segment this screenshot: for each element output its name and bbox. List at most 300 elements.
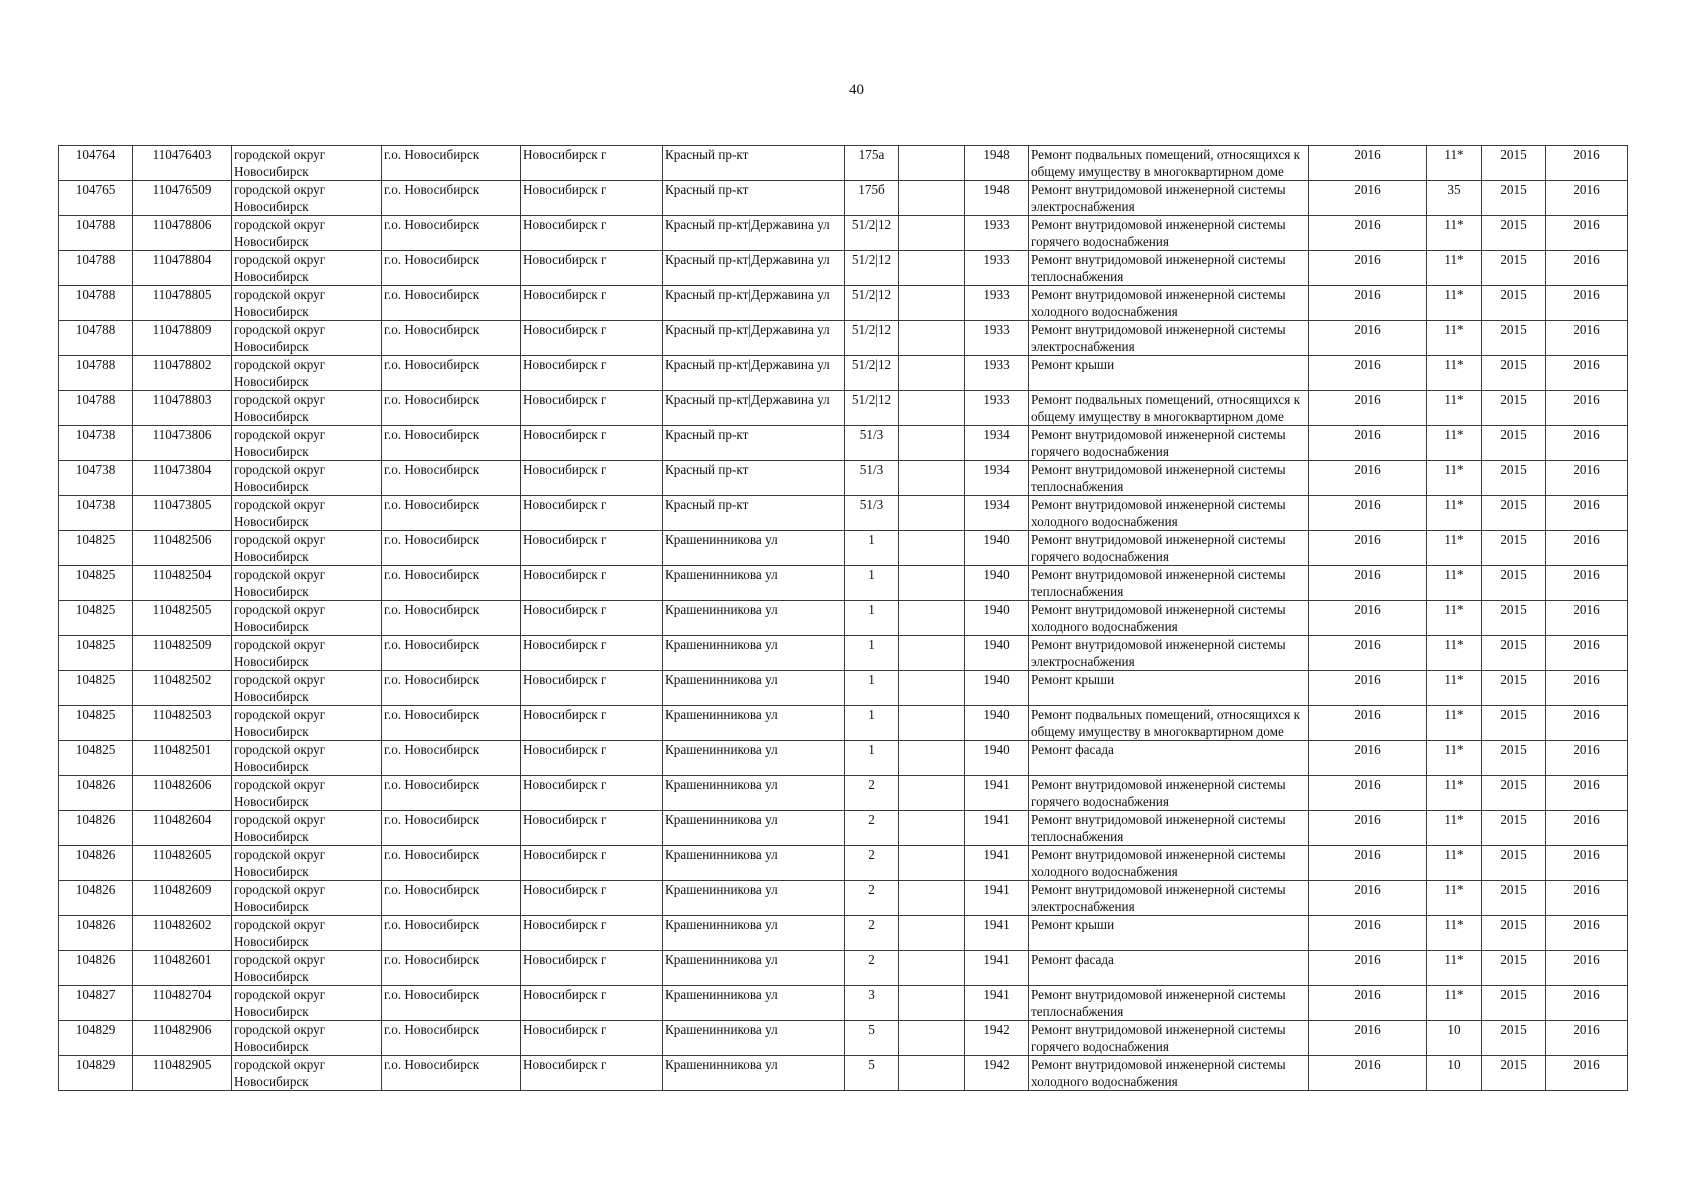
municipal-unit-cell: г.о. Новосибирск: [382, 426, 521, 461]
locality-cell: Новосибирск г: [521, 951, 663, 986]
page-number: 40: [849, 82, 864, 98]
street-cell: Крашенинникова ул: [663, 741, 845, 776]
work-type-cell: Ремонт фасада: [1029, 741, 1309, 776]
end-year-cell: 2016: [1546, 636, 1628, 671]
street-cell: Красный пр-кт: [663, 181, 845, 216]
built-year-cell: 1942: [965, 1056, 1029, 1091]
locality-cell: Новосибирск г: [521, 1056, 663, 1091]
street-cell: Крашенинникова ул: [663, 1021, 845, 1056]
street-cell: Красный пр-кт|Державина ул: [663, 216, 845, 251]
blank-cell-cell: [899, 881, 965, 916]
municipal-unit-cell: г.о. Новосибирск: [382, 286, 521, 321]
municipal-unit-cell: г.о. Новосибирск: [382, 741, 521, 776]
count-cell: 11*: [1427, 881, 1482, 916]
municipal-unit-cell: г.о. Новосибирск: [382, 566, 521, 601]
count-cell: 11*: [1427, 531, 1482, 566]
start-year-cell: 2015: [1482, 321, 1546, 356]
municipal-unit-cell: г.о. Новосибирск: [382, 216, 521, 251]
work-id-cell: 110478803: [133, 391, 232, 426]
end-year-cell: 2016: [1546, 251, 1628, 286]
plan-year-cell: 2016: [1309, 181, 1427, 216]
house-number-cell: 51/2|12: [845, 356, 899, 391]
work-id-cell: 110482704: [133, 986, 232, 1021]
record-id-cell: 104829: [59, 1056, 133, 1091]
end-year-cell: 2016: [1546, 181, 1628, 216]
work-type-cell: Ремонт внутридомовой инженерной системы теплоснабжения: [1029, 461, 1309, 496]
plan-year-cell: 2016: [1309, 531, 1427, 566]
locality-cell: Новосибирск г: [521, 1021, 663, 1056]
record-id-cell: 104825: [59, 636, 133, 671]
house-number-cell: 1: [845, 671, 899, 706]
end-year-cell: 2016: [1546, 461, 1628, 496]
built-year-cell: 1941: [965, 776, 1029, 811]
count-cell: 11*: [1427, 601, 1482, 636]
blank-cell-cell: [899, 566, 965, 601]
blank-cell-cell: [899, 916, 965, 951]
built-year-cell: 1948: [965, 181, 1029, 216]
built-year-cell: 1940: [965, 566, 1029, 601]
end-year-cell: 2016: [1546, 811, 1628, 846]
work-type-cell: Ремонт подвальных помещений, относящихся к общему имуществу в многоквартирном доме: [1029, 391, 1309, 426]
end-year-cell: 2016: [1546, 146, 1628, 181]
municipal-unit-cell: г.о. Новосибирск: [382, 531, 521, 566]
count-cell: 11*: [1427, 846, 1482, 881]
municipal-unit-cell: г.о. Новосибирск: [382, 671, 521, 706]
blank-cell-cell: [899, 321, 965, 356]
end-year-cell: 2016: [1546, 776, 1628, 811]
plan-year-cell: 2016: [1309, 321, 1427, 356]
count-cell: 11*: [1427, 251, 1482, 286]
count-cell: 11*: [1427, 671, 1482, 706]
municipality-cell: городской округ Новосибирск: [232, 286, 382, 321]
municipality-cell: городской округ Новосибирск: [232, 531, 382, 566]
work-type-cell: Ремонт крыши: [1029, 356, 1309, 391]
built-year-cell: 1933: [965, 216, 1029, 251]
municipality-cell: городской округ Новосибирск: [232, 811, 382, 846]
street-cell: Крашенинникова ул: [663, 636, 845, 671]
record-id-cell: 104826: [59, 776, 133, 811]
house-number-cell: 175б: [845, 181, 899, 216]
blank-cell-cell: [899, 706, 965, 741]
work-type-cell: Ремонт внутридомовой инженерной системы электроснабжения: [1029, 181, 1309, 216]
street-cell: Красный пр-кт: [663, 496, 845, 531]
house-number-cell: 2: [845, 916, 899, 951]
work-id-cell: 110482605: [133, 846, 232, 881]
plan-year-cell: 2016: [1309, 776, 1427, 811]
plan-year-cell: 2016: [1309, 741, 1427, 776]
street-cell: Красный пр-кт|Державина ул: [663, 251, 845, 286]
work-type-cell: Ремонт внутридомовой инженерной системы теплоснабжения: [1029, 986, 1309, 1021]
record-id-cell: 104765: [59, 181, 133, 216]
built-year-cell: 1940: [965, 671, 1029, 706]
municipality-cell: городской округ Новосибирск: [232, 461, 382, 496]
work-type-cell: Ремонт подвальных помещений, относящихся к общему имуществу в многоквартирном доме: [1029, 706, 1309, 741]
plan-year-cell: 2016: [1309, 426, 1427, 461]
house-number-cell: 1: [845, 531, 899, 566]
table-row: [59, 636, 1628, 671]
count-cell: 11*: [1427, 566, 1482, 601]
record-id-cell: 104829: [59, 1021, 133, 1056]
blank-cell-cell: [899, 671, 965, 706]
work-type-cell: Ремонт внутридомовой инженерной системы теплоснабжения: [1029, 251, 1309, 286]
house-number-cell: 2: [845, 846, 899, 881]
work-type-cell: Ремонт внутридомовой инженерной системы горячего водоснабжения: [1029, 531, 1309, 566]
plan-year-cell: 2016: [1309, 881, 1427, 916]
count-cell: 11*: [1427, 146, 1482, 181]
work-type-cell: Ремонт внутридомовой инженерной системы холодного водоснабжения: [1029, 496, 1309, 531]
street-cell: Крашенинникова ул: [663, 811, 845, 846]
street-cell: Красный пр-кт|Державина ул: [663, 286, 845, 321]
record-id-cell: 104825: [59, 601, 133, 636]
work-id-cell: 110482505: [133, 601, 232, 636]
built-year-cell: 1933: [965, 251, 1029, 286]
municipality-cell: городской округ Новосибирск: [232, 356, 382, 391]
table-row: [59, 601, 1628, 636]
table-row: [59, 461, 1628, 496]
locality-cell: Новосибирск г: [521, 391, 663, 426]
locality-cell: Новосибирск г: [521, 636, 663, 671]
house-number-cell: 1: [845, 741, 899, 776]
record-id-cell: 104788: [59, 391, 133, 426]
start-year-cell: 2015: [1482, 741, 1546, 776]
built-year-cell: 1941: [965, 986, 1029, 1021]
work-id-cell: 110478802: [133, 356, 232, 391]
work-id-cell: 110482601: [133, 951, 232, 986]
plan-year-cell: 2016: [1309, 1021, 1427, 1056]
street-cell: Крашенинникова ул: [663, 706, 845, 741]
count-cell: 11*: [1427, 706, 1482, 741]
locality-cell: Новосибирск г: [521, 916, 663, 951]
blank-cell-cell: [899, 636, 965, 671]
count-cell: 11*: [1427, 461, 1482, 496]
municipality-cell: городской округ Новосибирск: [232, 601, 382, 636]
locality-cell: Новосибирск г: [521, 251, 663, 286]
street-cell: Крашенинникова ул: [663, 916, 845, 951]
work-id-cell: 110482501: [133, 741, 232, 776]
built-year-cell: 1934: [965, 426, 1029, 461]
municipal-unit-cell: г.о. Новосибирск: [382, 986, 521, 1021]
municipal-unit-cell: г.о. Новосибирск: [382, 321, 521, 356]
municipality-cell: городской округ Новосибирск: [232, 741, 382, 776]
municipality-cell: городской округ Новосибирск: [232, 496, 382, 531]
count-cell: 11*: [1427, 216, 1482, 251]
table-row: [59, 286, 1628, 321]
table-row: [59, 706, 1628, 741]
street-cell: Красный пр-кт|Державина ул: [663, 321, 845, 356]
work-type-cell: Ремонт внутридомовой инженерной системы холодного водоснабжения: [1029, 1056, 1309, 1091]
start-year-cell: 2015: [1482, 776, 1546, 811]
street-cell: Красный пр-кт|Державина ул: [663, 391, 845, 426]
street-cell: Крашенинникова ул: [663, 1056, 845, 1091]
locality-cell: Новосибирск г: [521, 286, 663, 321]
plan-year-cell: 2016: [1309, 916, 1427, 951]
street-cell: Крашенинникова ул: [663, 951, 845, 986]
start-year-cell: 2015: [1482, 671, 1546, 706]
built-year-cell: 1941: [965, 846, 1029, 881]
end-year-cell: 2016: [1546, 286, 1628, 321]
start-year-cell: 2015: [1482, 846, 1546, 881]
start-year-cell: 2015: [1482, 951, 1546, 986]
street-cell: Красный пр-кт: [663, 461, 845, 496]
built-year-cell: 1940: [965, 531, 1029, 566]
house-number-cell: 51/3: [845, 426, 899, 461]
plan-year-cell: 2016: [1309, 216, 1427, 251]
work-type-cell: Ремонт внутридомовой инженерной системы теплоснабжения: [1029, 566, 1309, 601]
start-year-cell: 2015: [1482, 986, 1546, 1021]
work-id-cell: 110473804: [133, 461, 232, 496]
municipal-unit-cell: г.о. Новосибирск: [382, 601, 521, 636]
start-year-cell: 2015: [1482, 881, 1546, 916]
street-cell: Крашенинникова ул: [663, 601, 845, 636]
house-number-cell: 51/2|12: [845, 286, 899, 321]
work-id-cell: 110478806: [133, 216, 232, 251]
work-type-cell: Ремонт внутридомовой инженерной системы холодного водоснабжения: [1029, 846, 1309, 881]
work-type-cell: Ремонт внутридомовой инженерной системы холодного водоснабжения: [1029, 601, 1309, 636]
start-year-cell: 2015: [1482, 286, 1546, 321]
record-id-cell: 104788: [59, 216, 133, 251]
house-number-cell: 51/2|12: [845, 321, 899, 356]
municipality-cell: городской округ Новосибирск: [232, 181, 382, 216]
plan-year-cell: 2016: [1309, 356, 1427, 391]
end-year-cell: 2016: [1546, 321, 1628, 356]
work-id-cell: 110476509: [133, 181, 232, 216]
count-cell: 10: [1427, 1056, 1482, 1091]
municipality-cell: городской округ Новосибирск: [232, 776, 382, 811]
house-number-cell: 5: [845, 1056, 899, 1091]
blank-cell-cell: [899, 776, 965, 811]
record-id-cell: 104827: [59, 986, 133, 1021]
blank-cell-cell: [899, 181, 965, 216]
table-row: [59, 776, 1628, 811]
end-year-cell: 2016: [1546, 951, 1628, 986]
built-year-cell: 1941: [965, 951, 1029, 986]
work-type-cell: Ремонт внутридомовой инженерной системы холодного водоснабжения: [1029, 286, 1309, 321]
plan-year-cell: 2016: [1309, 391, 1427, 426]
built-year-cell: 1934: [965, 496, 1029, 531]
count-cell: 11*: [1427, 741, 1482, 776]
locality-cell: Новосибирск г: [521, 741, 663, 776]
work-id-cell: 110473806: [133, 426, 232, 461]
table-row: [59, 496, 1628, 531]
start-year-cell: 2015: [1482, 706, 1546, 741]
end-year-cell: 2016: [1546, 881, 1628, 916]
start-year-cell: 2015: [1482, 461, 1546, 496]
municipality-cell: городской округ Новосибирск: [232, 566, 382, 601]
table-row: [59, 951, 1628, 986]
table-row: [59, 181, 1628, 216]
municipal-unit-cell: г.о. Новосибирск: [382, 916, 521, 951]
municipal-unit-cell: г.о. Новосибирск: [382, 146, 521, 181]
work-id-cell: 110482503: [133, 706, 232, 741]
plan-year-cell: 2016: [1309, 286, 1427, 321]
municipality-cell: городской округ Новосибирск: [232, 391, 382, 426]
count-cell: 11*: [1427, 391, 1482, 426]
blank-cell-cell: [899, 951, 965, 986]
count-cell: 11*: [1427, 986, 1482, 1021]
count-cell: 11*: [1427, 811, 1482, 846]
record-id-cell: 104738: [59, 496, 133, 531]
house-number-cell: 51/3: [845, 496, 899, 531]
plan-year-cell: 2016: [1309, 951, 1427, 986]
table-row: [59, 1056, 1628, 1091]
work-type-cell: Ремонт внутридомовой инженерной системы горячего водоснабжения: [1029, 1021, 1309, 1056]
municipal-unit-cell: г.о. Новосибирск: [382, 1021, 521, 1056]
work-type-cell: Ремонт фасада: [1029, 951, 1309, 986]
municipal-unit-cell: г.о. Новосибирск: [382, 496, 521, 531]
blank-cell-cell: [899, 391, 965, 426]
record-id-cell: 104826: [59, 846, 133, 881]
municipality-cell: городской округ Новосибирск: [232, 426, 382, 461]
work-id-cell: 110482905: [133, 1056, 232, 1091]
blank-cell-cell: [899, 741, 965, 776]
municipal-unit-cell: г.о. Новосибирск: [382, 636, 521, 671]
table-row: [59, 741, 1628, 776]
start-year-cell: 2015: [1482, 636, 1546, 671]
table-row: [59, 321, 1628, 356]
record-id-cell: 104826: [59, 951, 133, 986]
work-type-cell: Ремонт внутридомовой инженерной системы электроснабжения: [1029, 881, 1309, 916]
built-year-cell: 1941: [965, 881, 1029, 916]
locality-cell: Новосибирск г: [521, 846, 663, 881]
start-year-cell: 2015: [1482, 1056, 1546, 1091]
built-year-cell: 1934: [965, 461, 1029, 496]
work-type-cell: Ремонт внутридомовой инженерной системы теплоснабжения: [1029, 811, 1309, 846]
record-id-cell: 104825: [59, 531, 133, 566]
street-cell: Крашенинникова ул: [663, 881, 845, 916]
record-id-cell: 104825: [59, 671, 133, 706]
work-id-cell: 110478805: [133, 286, 232, 321]
count-cell: 11*: [1427, 636, 1482, 671]
municipality-cell: городской округ Новосибирск: [232, 251, 382, 286]
house-number-cell: 175а: [845, 146, 899, 181]
work-id-cell: 110482509: [133, 636, 232, 671]
start-year-cell: 2015: [1482, 496, 1546, 531]
record-id-cell: 104738: [59, 426, 133, 461]
start-year-cell: 2015: [1482, 811, 1546, 846]
municipal-unit-cell: г.о. Новосибирск: [382, 881, 521, 916]
end-year-cell: 2016: [1546, 601, 1628, 636]
municipality-cell: городской округ Новосибирск: [232, 881, 382, 916]
record-id-cell: 104738: [59, 461, 133, 496]
plan-year-cell: 2016: [1309, 601, 1427, 636]
house-number-cell: 2: [845, 811, 899, 846]
municipality-cell: городской округ Новосибирск: [232, 951, 382, 986]
registry-table: [58, 145, 1628, 1091]
end-year-cell: 2016: [1546, 356, 1628, 391]
start-year-cell: 2015: [1482, 216, 1546, 251]
locality-cell: Новосибирск г: [521, 706, 663, 741]
house-number-cell: 2: [845, 951, 899, 986]
start-year-cell: 2015: [1482, 146, 1546, 181]
blank-cell-cell: [899, 496, 965, 531]
built-year-cell: 1940: [965, 706, 1029, 741]
municipal-unit-cell: г.о. Новосибирск: [382, 251, 521, 286]
municipal-unit-cell: г.о. Новосибирск: [382, 951, 521, 986]
table-row: [59, 391, 1628, 426]
work-type-cell: Ремонт внутридомовой инженерной системы горячего водоснабжения: [1029, 426, 1309, 461]
plan-year-cell: 2016: [1309, 1056, 1427, 1091]
blank-cell-cell: [899, 461, 965, 496]
locality-cell: Новосибирск г: [521, 356, 663, 391]
work-type-cell: Ремонт внутридомовой инженерной системы электроснабжения: [1029, 321, 1309, 356]
street-cell: Крашенинникова ул: [663, 531, 845, 566]
count-cell: 11*: [1427, 321, 1482, 356]
table-row: [59, 671, 1628, 706]
municipality-cell: городской округ Новосибирск: [232, 146, 382, 181]
count-cell: 11*: [1427, 356, 1482, 391]
plan-year-cell: 2016: [1309, 706, 1427, 741]
municipality-cell: городской округ Новосибирск: [232, 986, 382, 1021]
work-id-cell: 110478804: [133, 251, 232, 286]
end-year-cell: 2016: [1546, 426, 1628, 461]
work-id-cell: 110482604: [133, 811, 232, 846]
street-cell: Красный пр-кт: [663, 146, 845, 181]
start-year-cell: 2015: [1482, 251, 1546, 286]
plan-year-cell: 2016: [1309, 986, 1427, 1021]
locality-cell: Новосибирск г: [521, 461, 663, 496]
record-id-cell: 104825: [59, 566, 133, 601]
end-year-cell: 2016: [1546, 706, 1628, 741]
street-cell: Крашенинникова ул: [663, 986, 845, 1021]
locality-cell: Новосибирск г: [521, 811, 663, 846]
blank-cell-cell: [899, 216, 965, 251]
record-id-cell: 104788: [59, 251, 133, 286]
municipality-cell: городской округ Новосибирск: [232, 216, 382, 251]
municipal-unit-cell: г.о. Новосибирск: [382, 1056, 521, 1091]
start-year-cell: 2015: [1482, 531, 1546, 566]
house-number-cell: 3: [845, 986, 899, 1021]
count-cell: 11*: [1427, 951, 1482, 986]
end-year-cell: 2016: [1546, 1021, 1628, 1056]
locality-cell: Новосибирск г: [521, 496, 663, 531]
street-cell: Крашенинникова ул: [663, 671, 845, 706]
count-cell: 11*: [1427, 916, 1482, 951]
plan-year-cell: 2016: [1309, 846, 1427, 881]
work-id-cell: 110482504: [133, 566, 232, 601]
end-year-cell: 2016: [1546, 391, 1628, 426]
record-id-cell: 104826: [59, 811, 133, 846]
locality-cell: Новосибирск г: [521, 531, 663, 566]
work-type-cell: Ремонт крыши: [1029, 671, 1309, 706]
blank-cell-cell: [899, 846, 965, 881]
record-id-cell: 104788: [59, 321, 133, 356]
work-id-cell: 110482609: [133, 881, 232, 916]
built-year-cell: 1933: [965, 321, 1029, 356]
table-row: [59, 916, 1628, 951]
table-row: [59, 356, 1628, 391]
table-row: [59, 811, 1628, 846]
built-year-cell: 1942: [965, 1021, 1029, 1056]
work-id-cell: 110482502: [133, 671, 232, 706]
table-row: [59, 846, 1628, 881]
end-year-cell: 2016: [1546, 986, 1628, 1021]
municipal-unit-cell: г.о. Новосибирск: [382, 356, 521, 391]
locality-cell: Новосибирск г: [521, 426, 663, 461]
end-year-cell: 2016: [1546, 1056, 1628, 1091]
locality-cell: Новосибирск г: [521, 146, 663, 181]
work-type-cell: Ремонт внутридомовой инженерной системы горячего водоснабжения: [1029, 776, 1309, 811]
municipal-unit-cell: г.о. Новосибирск: [382, 391, 521, 426]
end-year-cell: 2016: [1546, 671, 1628, 706]
locality-cell: Новосибирск г: [521, 216, 663, 251]
house-number-cell: 51/2|12: [845, 251, 899, 286]
table-row: [59, 426, 1628, 461]
record-id-cell: 104788: [59, 286, 133, 321]
blank-cell-cell: [899, 1056, 965, 1091]
house-number-cell: 51/3: [845, 461, 899, 496]
table-row: [59, 216, 1628, 251]
house-number-cell: 51/2|12: [845, 391, 899, 426]
